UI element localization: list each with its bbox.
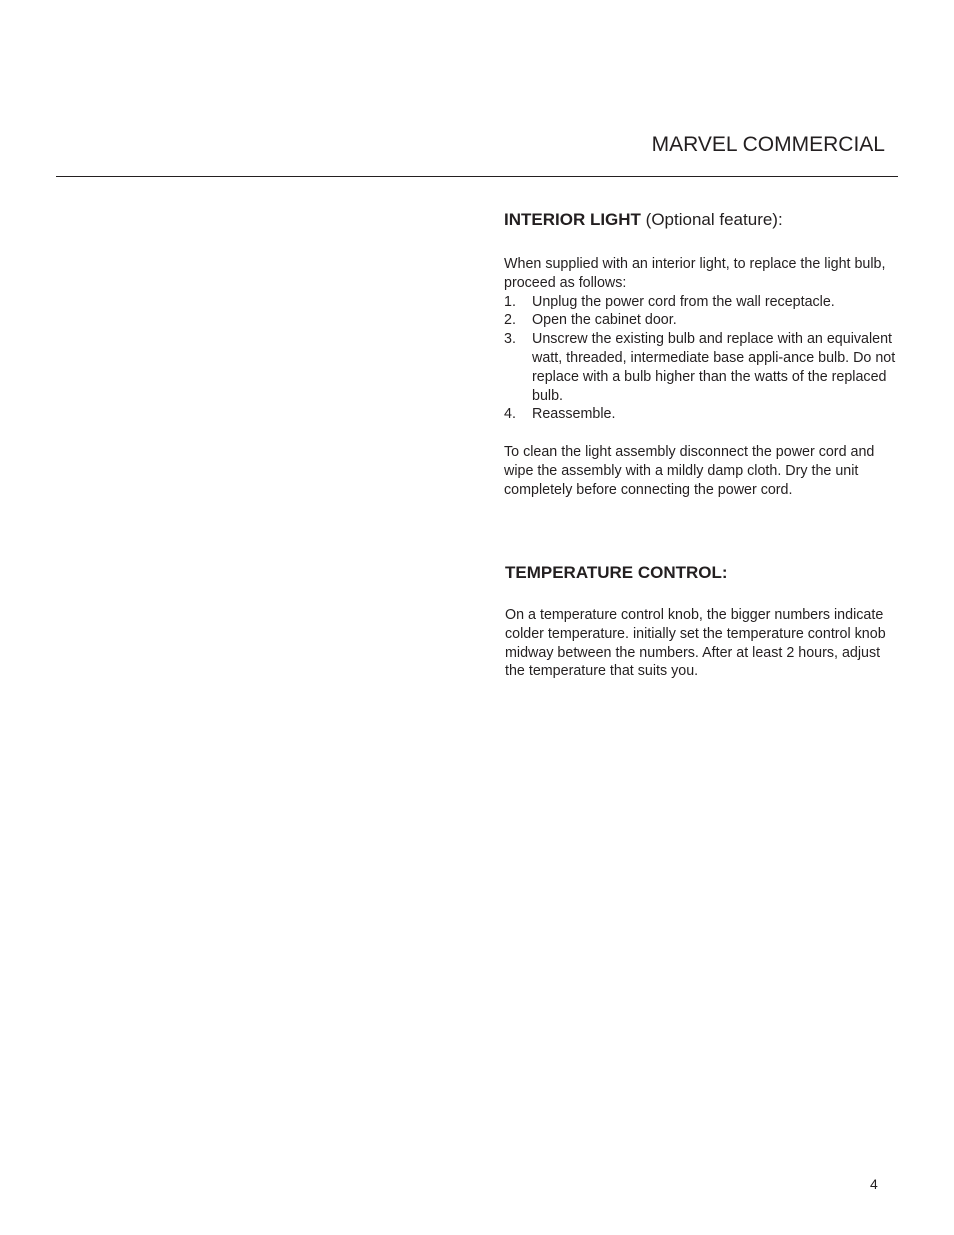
cleaning-instructions: To clean the light assembly disconnect the power cord and wipe the assembly with a mildly damp cloth. Dry the unit completely before connecting the power cord. <box>504 444 875 498</box>
step-item <box>504 405 900 424</box>
temperature-control-heading <box>505 562 897 584</box>
step-number: 4. <box>504 406 516 423</box>
interior-light-title: INTERIOR LIGHT <box>504 210 641 229</box>
brand-header: MARVEL COMMERCIAL <box>651 133 885 156</box>
page-number: 4 <box>870 1176 878 1192</box>
step-number: 3. <box>504 331 516 348</box>
step-text: Reassemble. <box>532 406 616 423</box>
step-text: Unplug the power cord from the wall receptacle. <box>532 293 835 310</box>
step-text: Open the cabinet door. <box>532 312 677 329</box>
interior-light-subtitle: (Optional feature): <box>640 210 783 229</box>
step-item <box>504 293 900 312</box>
header-divider <box>56 176 898 177</box>
interior-light-heading <box>504 209 900 231</box>
step-item <box>504 330 900 405</box>
bulb-replacement-steps <box>504 293 900 425</box>
temperature-control-section <box>505 562 897 681</box>
step-number: 1. <box>504 293 516 310</box>
temperature-control-title: TEMPERATURE CONTROL: <box>505 563 728 582</box>
step-text: Unscrew the existing bulb and replace with an equivalent watt, threaded, intermediate base appli-ance bulb. Do not replace with a bulb higher than the watts of the replaced bulb. <box>532 331 896 404</box>
step-item <box>504 311 900 330</box>
interior-light-section <box>504 209 900 500</box>
step-number: 2. <box>504 312 516 329</box>
interior-light-intro: When supplied with an interior light, to replace the light bulb, proceed as follows: <box>504 256 886 291</box>
temperature-control-body: On a temperature control knob, the bigger numbers indicate colder temperature. initially set the temperature control knob midway between the numbers. After at least 2 hours, adjust the temperature that suits you. <box>505 607 886 680</box>
